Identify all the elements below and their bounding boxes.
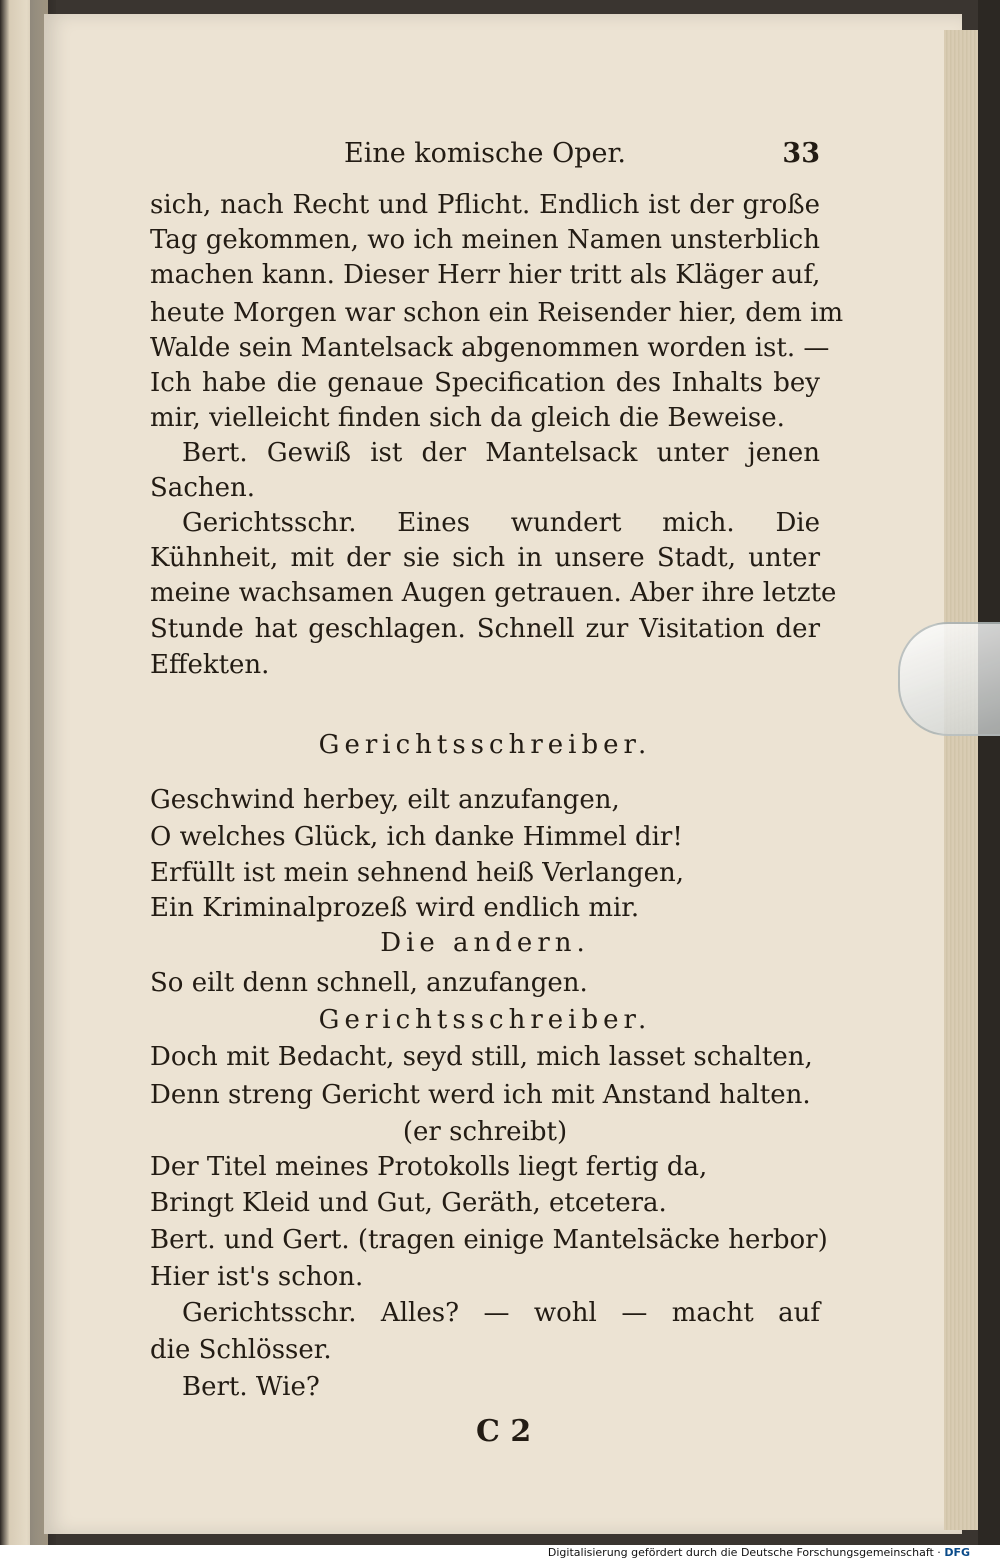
text-line: Stunde hat geschlagen. Schnell zur Visitation der <box>150 614 820 644</box>
running-title: Eine komische Oper. <box>344 138 626 169</box>
verse-line: Ein Kriminalprozeß wird endlich mir. <box>150 893 640 923</box>
page-clip <box>898 622 1000 736</box>
verse-line: Der Titel meines Protokolls liegt fertig da, <box>150 1152 708 1182</box>
text-line: mir, vielleicht finden sich da gleich die Beweise. <box>150 403 785 433</box>
text-line: machen kann. Dieser Herr hier tritt als Kläger auf, <box>150 260 821 290</box>
song-heading: Gerichtsschreiber. <box>318 730 652 760</box>
stage-direction: (er schreibt) <box>402 1117 568 1147</box>
speaker-line: Bert. Wie? <box>182 1372 320 1402</box>
verse-line: Erfüllt ist mein sehnend heiß Verlangen, <box>150 858 685 888</box>
text-line: Tag gekommen, wo ich meinen Namen unsterblich <box>150 225 820 255</box>
text-line: heute Morgen war schon ein Reisender hier, dem im <box>150 298 844 328</box>
verse-line: Denn streng Gericht werd ich mit Anstand halten. <box>150 1080 811 1110</box>
text-line: die Schlösser. <box>150 1335 332 1365</box>
text-line: Hier ist's schon. <box>150 1262 364 1292</box>
speaker-line: Gerichtsschr. Alles? — wohl — macht auf <box>182 1298 820 1328</box>
signature-mark: C 2 <box>476 1414 532 1449</box>
text-line: Ich habe die genaue Specification des Inhalts bey <box>150 368 820 398</box>
verse-line: Doch mit Bedacht, seyd still, mich lasset schalten, <box>150 1042 813 1072</box>
verse-line: O welches Glück, ich danke Himmel dir! <box>150 822 683 852</box>
footer-bar <box>0 1545 1000 1561</box>
footer-text: Digitalisierung gefördert durch die Deutsche Forschungsgemeinschaft · <box>547 1546 941 1559</box>
text-line: Sachen. <box>150 473 256 503</box>
speaker-line: Bert. und Gert. (tragen einige Mantelsäcke herbor) <box>150 1225 828 1255</box>
verse-line: Geschwind herbey, eilt anzufangen, <box>150 785 620 815</box>
text-line: Walde sein Mantelsack abgenommen worden ist. — <box>150 333 830 363</box>
verse-line: Bringt Kleid und Gut, Geräth, etcetera. <box>150 1188 667 1218</box>
text-line: sich, nach Recht und Pflicht. Endlich ist der große <box>150 190 820 220</box>
dfg-logo: DFG <box>944 1546 970 1559</box>
text-line: meine wachsamen Augen getrauen. Aber ihre letzte <box>150 578 837 608</box>
text-line: Effekten. <box>150 650 270 680</box>
speaker-line: Gerichtsschr. Eines wundert mich. Die <box>182 508 820 538</box>
page-stack-edge <box>944 30 978 1530</box>
text-line: Kühnheit, mit der sie sich in unsere Stadt, unter <box>150 543 820 573</box>
background-edge <box>978 0 1000 1545</box>
speaker-line: Bert. Gewiß ist der Mantelsack unter jenen <box>182 438 820 468</box>
verse-line: So eilt denn schnell, anzufangen. <box>150 968 588 998</box>
page-number: 33 <box>782 138 820 169</box>
song-heading: Die andern. <box>380 928 590 958</box>
song-heading: Gerichtsschreiber. <box>318 1005 652 1035</box>
